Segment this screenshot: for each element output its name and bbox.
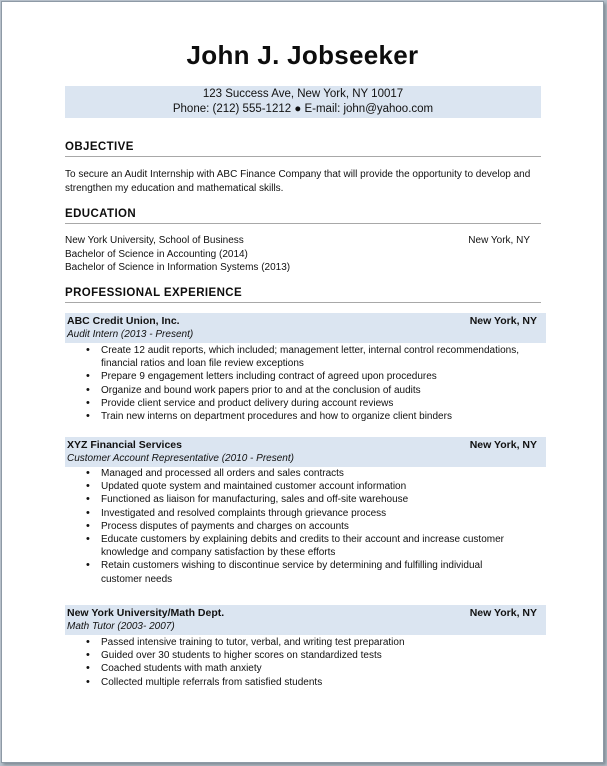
list-item: • Functioned as liaison for manufacturing, sales and off-site warehouse — [86, 493, 526, 506]
job-bullets — [86, 467, 526, 586]
job-company: New York University/Math Dept. — [67, 607, 225, 619]
list-item: • Coached students with math anxiety — [86, 662, 526, 675]
education-degree: Bachelor of Science in Accounting (2014) — [65, 248, 248, 260]
resume-name: John J. Jobseeker — [186, 40, 419, 70]
education-degree: Bachelor of Science in Information Systems (2013) — [65, 262, 291, 273]
job-header — [65, 437, 546, 467]
list-item: • Process disputes of payments and charges on accounts — [86, 520, 526, 533]
job-location: New York, NY — [469, 607, 537, 619]
job-header — [65, 605, 546, 635]
job-role: Customer Account Representative (2010 - Present) — [67, 453, 294, 464]
objective-heading: OBJECTIVE — [65, 141, 541, 157]
education-school: New York University, School of Business — [65, 235, 244, 246]
job-bullets — [86, 344, 526, 423]
job-location: New York, NY — [469, 439, 537, 451]
job-location: New York, NY — [469, 315, 537, 327]
job-company: XYZ Financial Services — [67, 439, 182, 451]
list-item: • Managed and processed all orders and sales contracts — [86, 467, 526, 480]
education-location: New York, NY — [468, 235, 530, 246]
list-item: • Prepare 9 engagement letters including contract of agreed upon procedures — [86, 370, 526, 383]
list-item: • Guided over 30 students to higher scores on standardized tests — [86, 649, 526, 662]
list-item: • Organize and bound work papers prior to and at the conclusion of audits — [86, 384, 526, 397]
job-role: Audit Intern (2013 - Present) — [67, 329, 194, 340]
list-item: • Passed intensive training to tutor, verbal, and writing test preparation — [86, 636, 526, 649]
contact-block — [65, 86, 541, 118]
job-bullets — [86, 636, 526, 689]
job-role: Math Tutor (2003- 2007) — [67, 621, 175, 632]
resume-page — [1, 1, 604, 763]
job-company: ABC Credit Union, Inc. — [67, 315, 180, 327]
job-header — [65, 313, 546, 343]
contact-address: 123 Success Ave, New York, NY 10017 — [202, 88, 404, 100]
list-item: • Train new interns on department procedures and how to organize client binders — [86, 410, 526, 423]
list-item: • Investigated and resolved complaints through grievance process — [86, 507, 526, 520]
experience-heading: PROFESSIONAL EXPERIENCE — [65, 287, 541, 303]
list-item: • Collected multiple referrals from satisfied students — [86, 676, 526, 689]
list-item: • Updated quote system and maintained customer account information — [86, 480, 526, 493]
education-heading: EDUCATION — [65, 208, 541, 224]
list-item: • Educate customers by explaining debits and credits to their account and increase customer knowledge and company satisfaction by these efforts — [86, 533, 526, 559]
list-item: • Retain customers wishing to discontinue service by determining and fulfilling individual customer needs — [86, 559, 526, 585]
objective-text: To secure an Audit Internship with ABC Finance Company that will provide the opportunity to develop and strengthen my education and mathematical skills. — [65, 169, 531, 194]
list-item: • Provide client service and product delivery during account reviews — [86, 397, 526, 410]
contact-phone-email: Phone: (212) 555-1212 ● E-mail: john@yahoo.com — [172, 103, 434, 115]
list-item: • Create 12 audit reports, which included; management letter, internal control recommendations, financial ratios and loan file review exceptions — [86, 344, 526, 370]
education-block — [65, 234, 541, 275]
